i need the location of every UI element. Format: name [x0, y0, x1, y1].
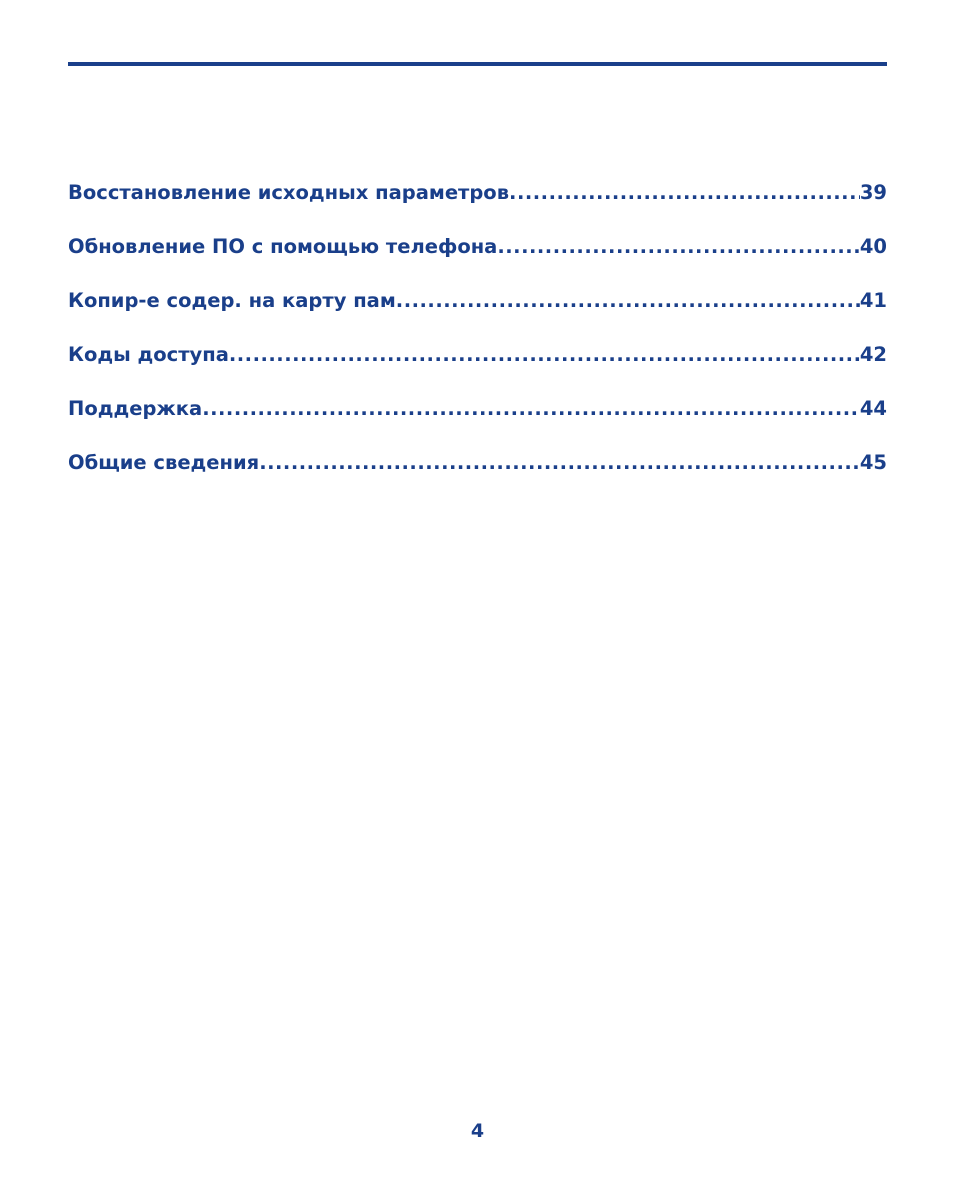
toc-dot-leader	[202, 393, 860, 425]
header-divider	[68, 62, 887, 66]
toc-dot-leader	[396, 285, 860, 317]
toc-entry-title: Общие сведения	[68, 451, 260, 474]
page-number: 4	[470, 1120, 485, 1142]
toc-entry-restore-defaults[interactable]	[68, 177, 887, 231]
toc-entry-software-update[interactable]	[68, 231, 887, 285]
toc-entry-page: 40	[859, 235, 887, 258]
toc-entry-page: 39	[859, 181, 887, 204]
toc-entry-page: 41	[859, 289, 887, 312]
toc-entry-title: Обновление ПО с помощью телефона	[68, 235, 498, 258]
toc-entry-title: Поддержка	[68, 397, 203, 420]
table-of-contents	[68, 177, 887, 501]
toc-entry-access-codes[interactable]	[68, 339, 887, 393]
toc-entry-title: Восстановление исходных параметров	[68, 181, 510, 204]
toc-dot-leader	[497, 231, 860, 263]
toc-entry-title: Коды доступа	[68, 343, 229, 366]
toc-dot-leader	[229, 339, 860, 371]
toc-dot-leader	[259, 447, 860, 479]
toc-entry-title: Копир-е содер. на карту пам	[68, 289, 396, 312]
toc-entry-page: 44	[859, 397, 887, 420]
toc-entry-page: 45	[859, 451, 887, 474]
toc-entry-copy-content[interactable]	[68, 285, 887, 339]
toc-dot-leader	[509, 177, 860, 209]
toc-entry-support[interactable]	[68, 393, 887, 447]
toc-entry-page: 42	[859, 343, 887, 366]
toc-entry-general-info[interactable]	[68, 447, 887, 501]
